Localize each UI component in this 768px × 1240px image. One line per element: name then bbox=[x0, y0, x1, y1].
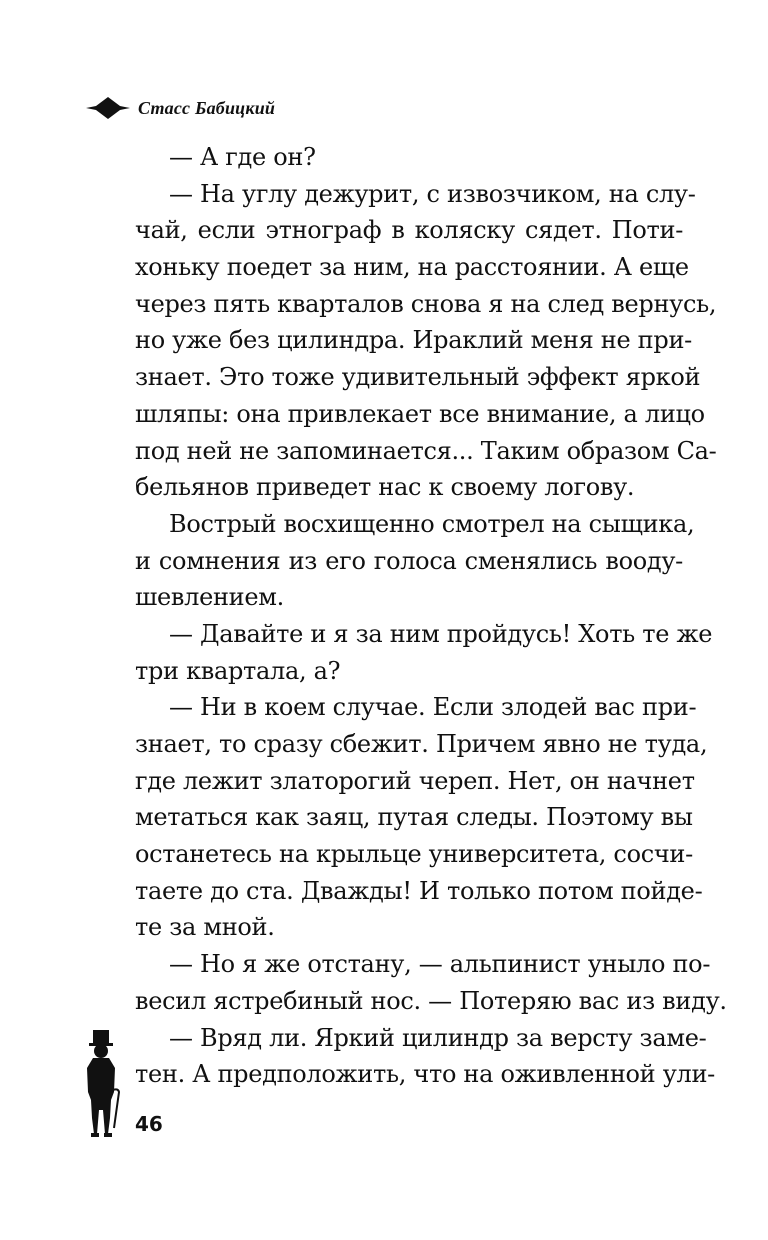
text-line: — Ни в коем случае. Если злодей вас при- bbox=[169, 693, 697, 722]
text-line: чай, если этнограф в коляску сядет. Поти- bbox=[135, 216, 683, 245]
diamond-ornament-icon bbox=[86, 96, 130, 120]
text-line: шляпы: она привлекает все внимание, а лицо bbox=[135, 399, 705, 428]
text-line: и сомнения из его голоса сменялись вооду- bbox=[135, 546, 683, 575]
text-line: весил ястребиный нос. — Потеряю вас из виду. bbox=[135, 986, 727, 1015]
text-line: Вострый восхищенно смотрел на сыщика, bbox=[169, 509, 695, 538]
top-hat-gentleman-silhouette-icon bbox=[78, 1030, 124, 1138]
text-line: те за мной. bbox=[135, 913, 275, 942]
text-line: под ней не запоминается... Таким образом Са- bbox=[135, 436, 717, 465]
page-text bbox=[135, 139, 727, 1093]
text-line: — А где он? bbox=[169, 143, 316, 171]
text-line: бельянов приведет нас к своему логову. bbox=[135, 473, 635, 502]
text-line: шевлением. bbox=[135, 583, 284, 612]
text-line: — Давайте и я за ним пройдусь! Хоть те же bbox=[169, 619, 713, 648]
text-line: где лежит златорогий череп. Нет, он начнет bbox=[135, 766, 695, 795]
text-line: знает. Это тоже удивительный эффект яркой bbox=[135, 363, 701, 392]
text-line: три квартала, а? bbox=[135, 656, 341, 685]
text-line: таете до ста. Дважды! И только потом пойде- bbox=[135, 876, 703, 905]
running-header bbox=[86, 94, 275, 122]
text-line: метаться как заяц, путая следы. Поэтому вы bbox=[135, 803, 693, 832]
text-line: — Вряд ли. Яркий цилиндр за версту заме- bbox=[169, 1023, 707, 1052]
text-line: но уже без цилиндра. Ираклий меня не при- bbox=[135, 326, 692, 355]
page-number: 46 bbox=[135, 1112, 163, 1136]
text-line: — На углу дежурит, с извозчиком, на слу- bbox=[169, 179, 696, 208]
text-line: через пять кварталов снова я на след вернусь, bbox=[135, 289, 717, 318]
text-line: — Но я же отстану, — альпинист уныло по- bbox=[169, 950, 711, 979]
author-name: Стасс Бабицкий bbox=[138, 97, 276, 118]
text-line: хоньку поедет за ним, на расстоянии. А еще bbox=[135, 253, 689, 282]
text-line: знает, то сразу сбежит. Причем явно не туда, bbox=[135, 730, 708, 758]
text-line: останетесь на крыльце университета, сосчи- bbox=[135, 840, 693, 869]
text-line: тен. А предположить, что на оживленной ули- bbox=[135, 1060, 715, 1089]
